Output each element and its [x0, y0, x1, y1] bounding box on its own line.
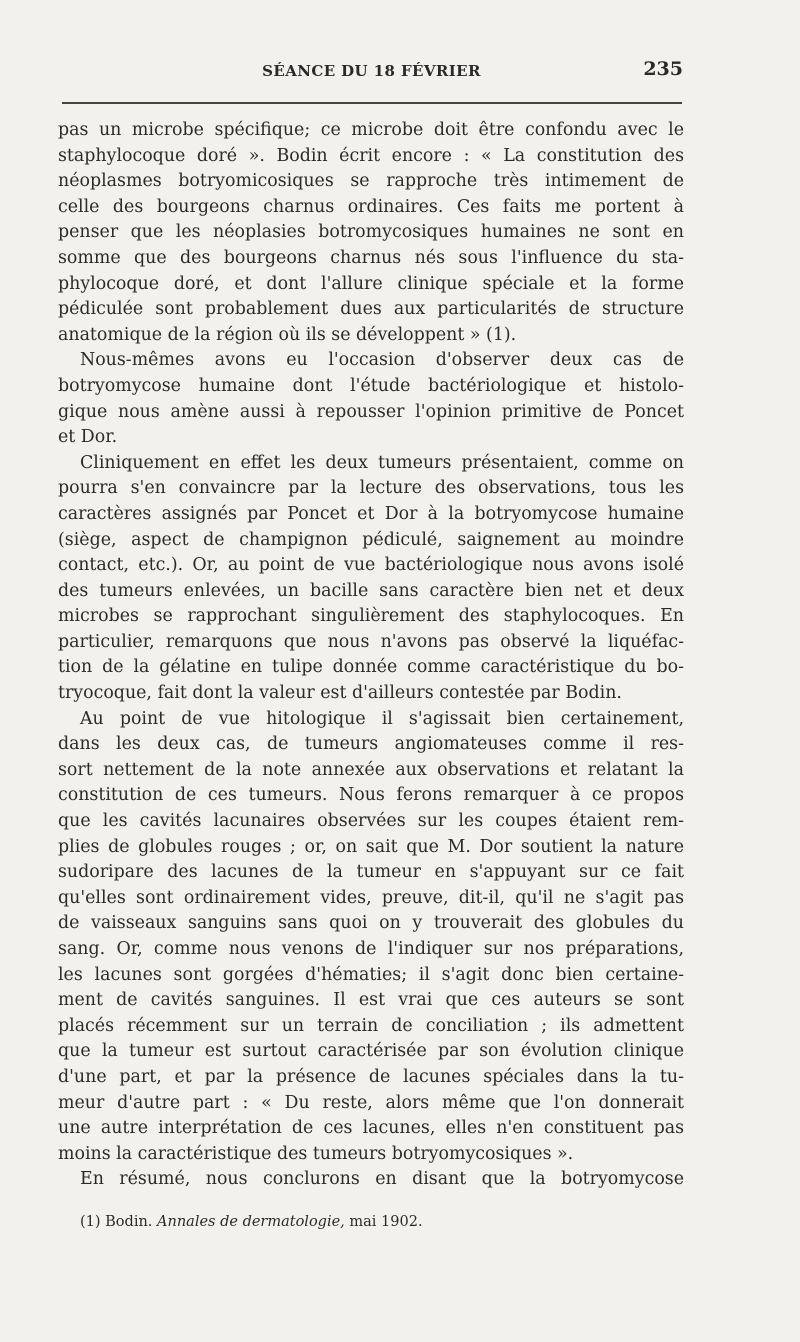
text-line: Au point de vue hitologique il s'agissait bien certainement,: [80, 708, 684, 729]
text-line: somme que des bourgeons charnus nés sous l'influence du sta-: [58, 247, 684, 268]
text-line: En résumé, nous conclurons en disant que la botryomycose: [80, 1169, 684, 1190]
page-number: 235: [643, 58, 683, 80]
text-line: néoplasmes botryomicosiques se rapproche très intimement de: [58, 171, 684, 192]
text-line: phylocoque doré, et dont l'allure clinique spéciale et la forme: [58, 273, 684, 294]
text-line: sudoripare des lacunes de la tumeur en s'appuyant sur ce fait: [58, 862, 684, 883]
text-line: pédiculée sont probablement dues aux particularités de structure: [58, 299, 684, 320]
text-line: des tumeurs enlevées, un bacille sans caractère bien net et deux: [58, 580, 684, 601]
text-line: penser que les néoplasies botromycosiques humaines ne sont en: [58, 222, 684, 243]
page-header: [60, 58, 683, 88]
text-line: sort nettement de la note annexée aux observations et relatant la: [58, 759, 684, 780]
text-line: plies de globules rouges ; or, on sait que M. Dor soutient la nature: [58, 836, 684, 857]
text-line: une autre interprétation de ces lacunes, elles n'en constituent pas: [58, 1118, 684, 1139]
text-line: qu'elles sont ordinairement vides, preuve, dit-il, qu'il ne s'agit pas: [58, 887, 684, 908]
text-line: que les cavités lacunaires observées sur les coupes étaient rem-: [58, 811, 684, 832]
text-line: gique nous amène aussi à repousser l'opinion primitive de Poncet: [58, 401, 684, 422]
running-title: SÉANCE DU 18 FÉVRIER: [262, 62, 481, 80]
text-line: tryocoque, fait dont la valeur est d'ailleurs contestée par Bodin.: [58, 683, 622, 704]
text-line: sang. Or, comme nous venons de l'indiquer sur nos préparations,: [58, 939, 684, 959]
text-line: (siège, aspect de champignon pédiculé, saignement au moindre: [58, 529, 684, 550]
paragraph: [58, 451, 684, 707]
text-line: tion de la gélatine en tulipe donnée comme caractéristique du bo-: [58, 657, 684, 678]
text-line: que la tumeur est surtout caractérisée par son évolution clinique: [58, 1041, 684, 1062]
text-line: caractères assignés par Poncet et Dor à la botryomycose humaine: [58, 503, 684, 524]
footnote-author: Bodin.: [105, 1214, 153, 1230]
text-line: constitution de ces tumeurs. Nous ferons remarquer à ce propos: [58, 785, 684, 806]
text-line: dans les deux cas, de tumeurs angiomateuses comme il res-: [58, 734, 684, 755]
text-line: et Dor.: [58, 427, 118, 448]
text-line: ment de cavités sanguines. Il est vrai que ces auteurs se sont: [58, 990, 684, 1011]
paragraph: [58, 348, 684, 450]
text-line: pourra s'en convaincre par la lecture des observations, tous les: [58, 478, 684, 499]
body-text: [58, 118, 684, 1193]
paragraph: [58, 118, 684, 348]
text-line: meur d'autre part : « Du reste, alors même que l'on donnerait: [58, 1092, 684, 1113]
text-line: anatomique de la région où ils se développent » (1).: [58, 324, 517, 345]
text-line: Nous-mêmes avons eu l'occasion d'observer deux cas de: [80, 350, 684, 371]
text-line: staphylocoque doré ». Bodin écrit encore : « La constitution des: [58, 145, 684, 166]
text-line: botryomycose humaine dont l'étude bactériologique et histolo-: [58, 375, 684, 396]
text-line: particulier, remarquons que nous n'avons pas observé la liquéfac-: [58, 631, 684, 652]
text-line: les lacunes sont gorgées d'hématies; il s'agit donc bien certaine-: [58, 964, 684, 985]
text-line: moins la caractéristique des tumeurs botryomycosiques ».: [58, 1143, 574, 1164]
text-line: placés récemment sur un terrain de conciliation ; ils admettent: [58, 1015, 684, 1036]
footnote-journal: Annales de dermatologie,: [157, 1214, 345, 1230]
text-line: pas un microbe spécifique; ce microbe doit être confondu avec le: [58, 120, 684, 140]
footnote-date: mai 1902.: [349, 1214, 423, 1230]
text-line: celle des bourgeons charnus ordinaires. Ces faits me portent à: [58, 196, 684, 217]
paragraph: [58, 707, 684, 1168]
footnote: [80, 1214, 423, 1230]
text-line: d'une part, et par la présence de lacunes spéciales dans la tu-: [58, 1066, 684, 1087]
header-rule: [62, 102, 682, 104]
text-line: de vaisseaux sanguins sans quoi on y trouverait des globules du: [58, 913, 684, 934]
paragraph: [58, 1167, 684, 1193]
text-line: microbes se rapprochant singulièrement des staphylocoques. En: [58, 606, 684, 627]
text-line: Cliniquement en effet les deux tumeurs présentaient, comme on: [80, 452, 684, 473]
footnote-marker: (1): [80, 1214, 101, 1230]
text-line: contact, etc.). Or, au point de vue bactériologique nous avons isolé: [58, 555, 684, 576]
